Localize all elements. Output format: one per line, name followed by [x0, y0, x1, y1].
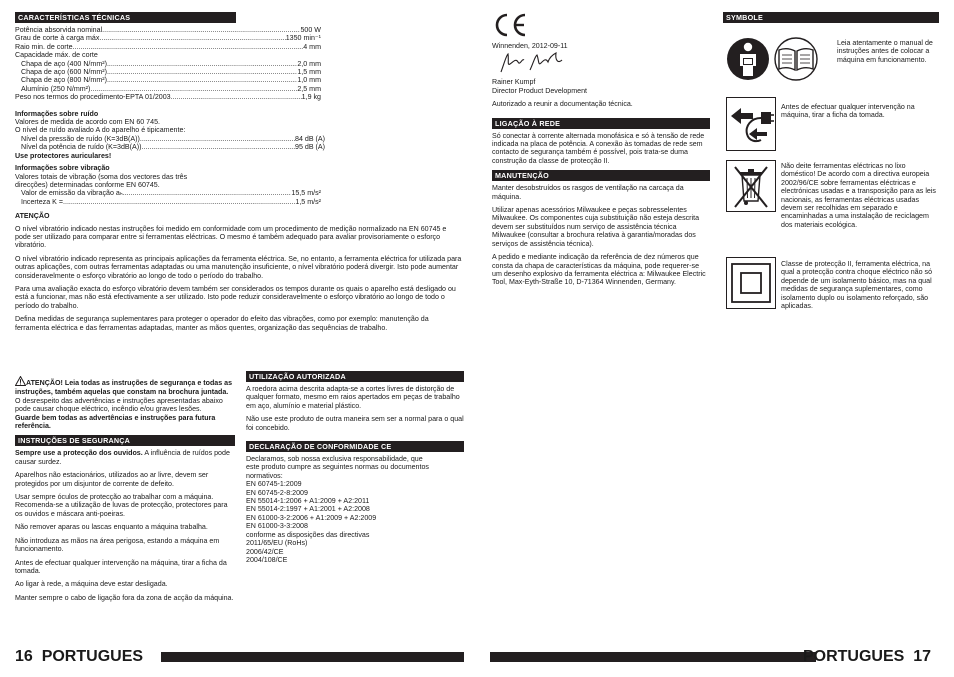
left-col-1 [15, 12, 464, 337]
maintenance-paragraph: Utilizar apenas acessórios Milwaukee e peças sobresselentes Milwaukee. Os componentes cuja substituição não esteja descrita devem ser substituídos num serviço de assistência técnica Milwaukee (consultar a brochura relativa à garantia/moradas dos serviços de assistência técnica). [492, 206, 700, 248]
conf-line: Declaramos, sob nossa exclusiva responsabilidade, que [246, 455, 423, 464]
weight-row: Peso nos termos do procedimento-EPTA 01/2003 ..... 1,9 kg [15, 93, 321, 101]
conformity-header: DECLARAÇÃO DE CONFORMIDADE CE [246, 441, 464, 452]
right-col-1 [492, 12, 710, 292]
conf-line: EN 60745-2-8:2009 [246, 488, 308, 497]
authorized-text: Autorizado a reunir a documentação técnica. [492, 100, 633, 109]
safety-paragraph: Usar sempre óculos de protecção ao trabalhar com a máquina. Recomenda-se a utilização de luvas de protecção, protectores para os ouvidos e máscara anti-poeiras. [15, 493, 228, 518]
symbol-weee [723, 160, 939, 242]
vib-row: Valor de emissão da vibração aₕ ..... 15,5 m/s² [15, 189, 321, 197]
signer-name: Rainer Kumpf [492, 78, 536, 87]
mains-paragraph: Só conectar à corrente alternada monofásica e só à tensão de rede indicada na placa de potência. A conexão às tomadas de rede sem contacto de segurança também é possível, pois trata-se duma construção da classe de protecção II. [492, 131, 705, 165]
attention-paragraph: O nível vibratório indicado nestas instruções foi medido em conformidade com um procedimento de medição normalizado na EN 60745 e pode ser utilizado para comparar entre si ferramentas eléctricas. O mesmo é também adequado para avaliar provisoriamente o esforço vibratório. [15, 224, 447, 250]
warning-triangle-icon [15, 376, 26, 388]
left-col-lower-right [246, 371, 464, 564]
left-footer [15, 648, 464, 666]
symbols-column [723, 12, 939, 26]
ce-mark-icon [492, 12, 710, 42]
signature-image [492, 50, 710, 78]
signer-title: Director Product Development [492, 86, 588, 95]
safety-header: INSTRUÇÕES DE SEGURANÇA [15, 435, 235, 446]
use-header: UTILIZAÇÃO AUTORIZADA [246, 371, 464, 382]
noise-line: Valores de medida de acordo com EN 60 745. [15, 118, 160, 127]
page-number-16: 16 PORTUGUES [15, 648, 144, 665]
capacity-row: Chapa de aço (600 N/mm²) ..... 1,5 mm [15, 68, 321, 76]
maintenance-header: MANUTENÇÃO [492, 170, 710, 181]
left-col-lower [15, 376, 235, 607]
symbol-class2 [723, 257, 939, 327]
safety-paragraph: Aparelhos não estacionários, utilizados ao ar livre, devem ser protegidos por um disjuntor de corrente de defeito. [15, 471, 209, 488]
spec-row: Grau de corte à carga máx. ..... 1350 min⁻¹ [15, 34, 321, 42]
page-number-17: PORTUGUES 17 [802, 648, 931, 665]
symbol-class2-text: Classe de protecção II, ferramenta eléctrica, na qual a protecção contra choque eléctrico não só depende de um isolamento básico, mas na qual medidas de segurança suplementares, como isolamento duplo ou isolamento reforçado, são aplicadas. [781, 260, 933, 311]
ear-protection: Use protectores auriculares! [15, 151, 112, 160]
symbols-header: SYMBOLE [723, 12, 939, 23]
vib-line: Valores totais de vibração (soma dos vectores das três [15, 172, 188, 181]
place-date: Winnenden, 2012-09-11 [492, 42, 568, 50]
safety-paragraph: Não introduza as mãos na área perigosa, estando a máquina em funcionamento. [15, 536, 220, 554]
spec-row: Potência absorvida nominal ..... 500 W [15, 26, 321, 34]
double-insulation-icon [726, 257, 776, 309]
attention-paragraph: Defina medidas de segurança suplementares para proteger o operador do efeito das vibrações, como por exemplo: manutenção da ferramenta eléctrica e das ferramentas adaptadas, manter as mãos quentes, organização das sequências de trabalho. [15, 315, 429, 332]
capacity-row: Alumínio (250 N/mm²) ..... 2,5 mm [15, 85, 321, 93]
read-manual-icon [726, 36, 820, 87]
attention-paragraph: O nível vibratório indicado representa as principais aplicações da ferramenta eléctrica. Se, no entanto, a ferramenta eléctrica for utilizada para outras aplicações, com outras ferramentas adaptadas ou uma manutenção insuficiente, o nível vibratório poderá divergir. Isto pode aumentar consideravelmente o esforço vibratório ao longo de todo o período do trabalho. [15, 254, 462, 280]
warning-paragraph: ATENÇÃO! Leia todas as instruções de segurança e todas as instruções, também aquelas que constam na brochura juntada. O desrespeito das advertências e instruções apresentadas abaixo pode causar choque eléctrico, incêndio e/ou graves lesões. [15, 376, 235, 414]
footer-bar [490, 652, 816, 662]
symbol-weee-text: Não deite ferramentas eléctricas no lixo doméstico! De acordo com a directiva europeia 2002/96/CE sobre ferramentas eléctricas e electrónicas usadas e a transposição para as leis nacionais, as ferramentas eléctricas usadas devem ser recolhidas em separado e encaminhadas a uma instalação de reciclagem dos materiais ecológica. [781, 162, 936, 229]
right-footer [490, 648, 939, 666]
vibration-title: Informações sobre vibração [15, 164, 110, 173]
conf-line: normativos: [246, 471, 283, 480]
crossed-bin-icon [726, 160, 776, 212]
mains-header: LIGAÇÃO À REDE [492, 118, 710, 129]
conf-line: EN 55014-1:2006 + A1:2009 + A2:2011 [246, 497, 370, 506]
attention-paragraph: Para uma avaliação exacta do esforço vibratório devem também ser considerados os tempos durante os quais o aparelho está desligado ou está a funcionar, mas não está efectivamente a ser utilizado. Isto pode reduzir consideravelmente o esforço vibratório ao longo de todo o período do trabalho. [15, 284, 456, 310]
attention-title: ATENÇÃO [15, 212, 50, 221]
conf-line: conforme as disposições das directivas [246, 530, 370, 539]
noise-line: O nível de ruído avaliado A do aparelho é tipicamente: [15, 126, 186, 135]
capacity-label: Capacidade máx. de corte [15, 51, 98, 60]
conf-line: 2004/108/CE [246, 555, 288, 564]
unplug-icon [726, 97, 776, 151]
warning-keep: Guarde bem todas as advertências e instruções para futura referência. [15, 413, 216, 431]
noise-title: Informações sobre ruído [15, 109, 99, 118]
conf-line: EN 61000-3-3:2008 [246, 522, 308, 531]
safety-paragraph: Ao ligar à rede, a máquina deve estar desligada. [15, 580, 168, 589]
use-paragraph: Não use este produto de outra maneira sem ser a normal para o qual foi concebido. [246, 415, 464, 432]
capacity-row: Chapa de aço (400 N/mm²) ..... 2,0 mm [15, 60, 321, 68]
spec-row: Raio min. de corte ..... 4 mm [15, 43, 321, 51]
symbol-manual [723, 36, 939, 86]
safety-paragraph: Não remover aparas ou lascas enquanto a máquina trabalha. [15, 523, 208, 532]
symbol-unplug [723, 97, 939, 151]
safety-paragraph: Sempre use a protecção dos ouvidos. A influência de ruídos pode causar surdez. [15, 449, 230, 466]
footer-bar [161, 652, 464, 662]
noise-row: Nível da potência de ruído (K=3dB(A)) ..... 95 dB (A) [15, 143, 325, 151]
conf-line: EN 61000-3-2:2006 + A1:2009 + A2:2009 [246, 513, 377, 522]
capacity-row: Chapa de aço (800 N/mm²) ..... 1,0 mm [15, 76, 321, 84]
symbol-manual-text: Leia atentamente o manual de instruções antes de colocar a máquina em funcionamento. [837, 39, 933, 64]
maintenance-paragraph: Manter desobstruídos os rasgos de ventilação na carcaça da máquina. [492, 184, 684, 201]
use-paragraph: A roedora acima descrita adapta-se a cortes livres de distorção de qualquer formato, mesmo em raios apertados em peças de trabalho em aço, alumínio e material plástico. [246, 385, 460, 410]
conf-line: 2011/65/EU (RoHs) [246, 539, 308, 548]
vib-line: direcções) determinadas conforme EN 60745. [15, 180, 160, 189]
maintenance-paragraph: A pedido e mediante indicação da referência de dez números que consta da chapa de características da máquina, pode requerer-se um desenho explosivo da ferramenta eléctrica a: Milwaukee Electric Tool, Max-Eyth-Straße 10, D-71364 Winnenden, Germany. [492, 253, 706, 287]
conf-line: EN 55014-2:1997 + A1:2001 + A2:2008 [246, 505, 370, 514]
conf-line: EN 60745-1:2009 [246, 480, 302, 489]
safety-paragraph: Manter sempre o cabo de ligação fora da zona de acção da máquina. [15, 593, 234, 602]
symbol-unplug-text: Antes de efectuar qualquer intervenção na máquina, tirar a ficha da tomada. [781, 103, 915, 120]
conf-line: este produto cumpre as seguintes normas ou documentos [246, 463, 429, 472]
conf-line: 2006/42/CE [246, 547, 284, 556]
noise-row: Nível da pressão de ruído (K=3dB(A)) ..... 84 dB (A) [15, 135, 325, 143]
vib-row: Incerteza K = ..... 1,5 m/s² [15, 198, 321, 206]
tech-header: CARACTERÍSTICAS TÉCNICAS [15, 12, 236, 23]
safety-paragraph: Antes de efectuar qualquer intervenção na máquina, tirar a ficha da tomada. [15, 558, 227, 575]
